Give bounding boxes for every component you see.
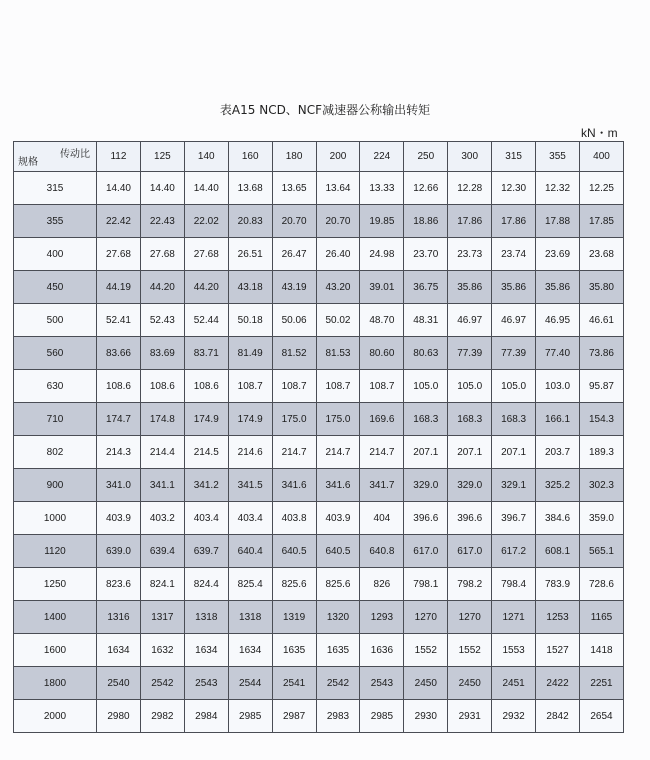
torque-value-cell: 105.0 (404, 370, 448, 403)
torque-value-cell: 77.40 (536, 337, 580, 370)
torque-value-cell: 2541 (272, 667, 316, 700)
torque-value-cell: 207.1 (404, 436, 448, 469)
torque-value-cell: 2544 (228, 667, 272, 700)
torque-value-cell: 17.86 (492, 205, 536, 238)
table-row (14, 667, 624, 700)
torque-value-cell: 396.6 (404, 502, 448, 535)
size-cell: 1600 (14, 634, 97, 667)
torque-value-cell: 26.47 (272, 238, 316, 271)
torque-value-cell: 19.85 (360, 205, 404, 238)
torque-value-cell: 35.80 (579, 271, 623, 304)
torque-value-cell: 20.70 (316, 205, 360, 238)
torque-value-cell: 48.70 (360, 304, 404, 337)
torque-table (13, 141, 624, 733)
torque-value-cell: 17.86 (448, 205, 492, 238)
torque-value-cell: 1317 (140, 601, 184, 634)
torque-value-cell: 640.5 (272, 535, 316, 568)
torque-value-cell: 403.4 (228, 502, 272, 535)
size-label: 规格 (18, 157, 38, 168)
torque-value-cell: 46.97 (492, 304, 536, 337)
torque-value-cell: 105.0 (448, 370, 492, 403)
torque-value-cell: 640.5 (316, 535, 360, 568)
torque-value-cell: 22.42 (97, 205, 141, 238)
torque-value-cell: 1636 (360, 634, 404, 667)
torque-value-cell: 168.3 (404, 403, 448, 436)
torque-value-cell: 12.28 (448, 172, 492, 205)
torque-value-cell: 639.4 (140, 535, 184, 568)
torque-value-cell: 13.64 (316, 172, 360, 205)
torque-value-cell: 12.66 (404, 172, 448, 205)
size-cell: 1400 (14, 601, 97, 634)
torque-value-cell: 12.32 (536, 172, 580, 205)
torque-value-cell: 341.2 (184, 469, 228, 502)
size-cell: 710 (14, 403, 97, 436)
torque-value-cell: 168.3 (448, 403, 492, 436)
torque-value-cell: 640.8 (360, 535, 404, 568)
size-cell: 1000 (14, 502, 97, 535)
torque-value-cell: 14.40 (97, 172, 141, 205)
table-row (14, 370, 624, 403)
torque-value-cell: 81.53 (316, 337, 360, 370)
size-cell: 1120 (14, 535, 97, 568)
torque-value-cell: 2980 (97, 700, 141, 733)
torque-value-cell: 175.0 (316, 403, 360, 436)
torque-value-cell: 565.1 (579, 535, 623, 568)
torque-value-cell: 169.6 (360, 403, 404, 436)
ratio-header-cell: 125 (140, 142, 184, 172)
torque-value-cell: 2543 (184, 667, 228, 700)
torque-value-cell: 1632 (140, 634, 184, 667)
torque-value-cell: 2654 (579, 700, 623, 733)
torque-value-cell: 166.1 (536, 403, 580, 436)
torque-value-cell: 154.3 (579, 403, 623, 436)
torque-value-cell: 2987 (272, 700, 316, 733)
torque-value-cell: 608.1 (536, 535, 580, 568)
torque-value-cell: 403.8 (272, 502, 316, 535)
torque-value-cell: 1318 (228, 601, 272, 634)
torque-value-cell: 825.4 (228, 568, 272, 601)
torque-value-cell: 44.20 (184, 271, 228, 304)
torque-value-cell: 728.6 (579, 568, 623, 601)
torque-value-cell: 1635 (272, 634, 316, 667)
torque-value-cell: 1527 (536, 634, 580, 667)
torque-value-cell: 43.18 (228, 271, 272, 304)
torque-value-cell: 108.7 (272, 370, 316, 403)
table-row (14, 172, 624, 205)
table-row (14, 568, 624, 601)
torque-value-cell: 384.6 (536, 502, 580, 535)
torque-value-cell: 23.68 (579, 238, 623, 271)
unit-label: kN・m (581, 126, 618, 140)
torque-value-cell: 396.7 (492, 502, 536, 535)
torque-value-cell: 214.7 (360, 436, 404, 469)
torque-value-cell: 50.02 (316, 304, 360, 337)
torque-value-cell: 23.74 (492, 238, 536, 271)
torque-value-cell: 80.60 (360, 337, 404, 370)
size-cell: 900 (14, 469, 97, 502)
torque-value-cell: 46.97 (448, 304, 492, 337)
torque-value-cell: 50.18 (228, 304, 272, 337)
torque-value-cell: 798.2 (448, 568, 492, 601)
torque-value-cell: 2983 (316, 700, 360, 733)
torque-value-cell: 214.3 (97, 436, 141, 469)
ratio-header-cell: 112 (97, 142, 141, 172)
torque-value-cell: 617.0 (448, 535, 492, 568)
torque-value-cell: 214.7 (316, 436, 360, 469)
torque-value-cell: 83.69 (140, 337, 184, 370)
torque-value-cell: 46.95 (536, 304, 580, 337)
torque-value-cell: 329.0 (448, 469, 492, 502)
torque-value-cell: 1552 (448, 634, 492, 667)
torque-value-cell: 798.1 (404, 568, 448, 601)
torque-value-cell: 175.0 (272, 403, 316, 436)
torque-value-cell: 108.7 (360, 370, 404, 403)
torque-value-cell: 27.68 (97, 238, 141, 271)
ratio-header-cell: 140 (184, 142, 228, 172)
torque-value-cell: 1319 (272, 601, 316, 634)
ratio-header-cell: 355 (536, 142, 580, 172)
torque-value-cell: 95.87 (579, 370, 623, 403)
torque-value-cell: 26.40 (316, 238, 360, 271)
torque-value-cell: 2930 (404, 700, 448, 733)
torque-value-cell: 341.0 (97, 469, 141, 502)
torque-value-cell: 50.06 (272, 304, 316, 337)
torque-value-cell: 639.7 (184, 535, 228, 568)
torque-value-cell: 1634 (184, 634, 228, 667)
ratio-header-cell: 315 (492, 142, 536, 172)
torque-value-cell: 26.51 (228, 238, 272, 271)
torque-value-cell: 2251 (579, 667, 623, 700)
torque-value-cell: 20.70 (272, 205, 316, 238)
torque-value-cell: 214.5 (184, 436, 228, 469)
header-row (14, 142, 624, 172)
torque-value-cell: 108.7 (316, 370, 360, 403)
torque-value-cell: 823.6 (97, 568, 141, 601)
table-row (14, 469, 624, 502)
torque-value-cell: 341.6 (316, 469, 360, 502)
torque-value-cell: 341.6 (272, 469, 316, 502)
size-cell: 560 (14, 337, 97, 370)
size-cell: 355 (14, 205, 97, 238)
torque-value-cell: 1270 (448, 601, 492, 634)
torque-value-cell: 83.71 (184, 337, 228, 370)
torque-value-cell: 404 (360, 502, 404, 535)
torque-value-cell: 341.7 (360, 469, 404, 502)
torque-value-cell: 2932 (492, 700, 536, 733)
torque-value-cell: 46.61 (579, 304, 623, 337)
torque-value-cell: 35.86 (536, 271, 580, 304)
torque-value-cell: 2542 (140, 667, 184, 700)
torque-value-cell: 43.19 (272, 271, 316, 304)
table-row (14, 634, 624, 667)
ratio-label: 传动比 (60, 149, 90, 160)
ratio-header-cell: 200 (316, 142, 360, 172)
torque-value-cell: 18.86 (404, 205, 448, 238)
torque-value-cell: 1165 (579, 601, 623, 634)
torque-value-cell: 2540 (97, 667, 141, 700)
torque-value-cell: 639.0 (97, 535, 141, 568)
size-cell: 1250 (14, 568, 97, 601)
torque-value-cell: 1271 (492, 601, 536, 634)
table-row (14, 271, 624, 304)
torque-value-cell: 1553 (492, 634, 536, 667)
torque-value-cell: 826 (360, 568, 404, 601)
torque-value-cell: 23.73 (448, 238, 492, 271)
torque-value-cell: 81.49 (228, 337, 272, 370)
torque-value-cell: 20.83 (228, 205, 272, 238)
torque-value-cell: 43.20 (316, 271, 360, 304)
torque-value-cell: 617.2 (492, 535, 536, 568)
torque-value-cell: 2842 (536, 700, 580, 733)
torque-value-cell: 174.8 (140, 403, 184, 436)
torque-value-cell: 2450 (404, 667, 448, 700)
ratio-header-cell: 300 (448, 142, 492, 172)
torque-value-cell: 80.63 (404, 337, 448, 370)
torque-value-cell: 168.3 (492, 403, 536, 436)
ratio-header-cell: 180 (272, 142, 316, 172)
torque-value-cell: 1635 (316, 634, 360, 667)
torque-value-cell: 1552 (404, 634, 448, 667)
torque-value-cell: 108.6 (184, 370, 228, 403)
torque-value-cell: 22.43 (140, 205, 184, 238)
torque-value-cell: 35.86 (448, 271, 492, 304)
torque-value-cell: 22.02 (184, 205, 228, 238)
torque-value-cell: 12.25 (579, 172, 623, 205)
torque-value-cell: 325.2 (536, 469, 580, 502)
corner-header-cell (14, 142, 97, 172)
torque-value-cell: 27.68 (184, 238, 228, 271)
torque-value-cell: 83.66 (97, 337, 141, 370)
torque-value-cell: 108.6 (97, 370, 141, 403)
size-cell: 2000 (14, 700, 97, 733)
torque-value-cell: 207.1 (448, 436, 492, 469)
torque-value-cell: 17.85 (579, 205, 623, 238)
torque-value-cell: 17.88 (536, 205, 580, 238)
torque-value-cell: 783.9 (536, 568, 580, 601)
table-body (14, 172, 624, 733)
table-row (14, 337, 624, 370)
ratio-header-cell: 250 (404, 142, 448, 172)
torque-value-cell: 23.69 (536, 238, 580, 271)
torque-value-cell: 174.9 (228, 403, 272, 436)
torque-value-cell: 214.6 (228, 436, 272, 469)
torque-value-cell: 403.9 (316, 502, 360, 535)
torque-value-cell: 48.31 (404, 304, 448, 337)
torque-value-cell: 13.33 (360, 172, 404, 205)
torque-value-cell: 825.6 (272, 568, 316, 601)
ratio-header-cell: 400 (579, 142, 623, 172)
torque-value-cell: 2450 (448, 667, 492, 700)
table-row (14, 205, 624, 238)
torque-value-cell: 105.0 (492, 370, 536, 403)
size-cell: 450 (14, 271, 97, 304)
torque-value-cell: 329.0 (404, 469, 448, 502)
torque-value-cell: 24.98 (360, 238, 404, 271)
size-cell: 400 (14, 238, 97, 271)
table-row (14, 700, 624, 733)
table-row (14, 436, 624, 469)
torque-value-cell: 52.41 (97, 304, 141, 337)
torque-value-cell: 23.70 (404, 238, 448, 271)
torque-value-cell: 2451 (492, 667, 536, 700)
torque-value-cell: 35.86 (492, 271, 536, 304)
torque-value-cell: 1316 (97, 601, 141, 634)
torque-value-cell: 77.39 (448, 337, 492, 370)
torque-value-cell: 52.44 (184, 304, 228, 337)
table-row (14, 502, 624, 535)
torque-value-cell: 2984 (184, 700, 228, 733)
torque-value-cell: 103.0 (536, 370, 580, 403)
torque-value-cell: 73.86 (579, 337, 623, 370)
torque-value-cell: 214.4 (140, 436, 184, 469)
torque-value-cell: 174.9 (184, 403, 228, 436)
torque-value-cell: 341.5 (228, 469, 272, 502)
torque-value-cell: 1320 (316, 601, 360, 634)
torque-value-cell: 825.6 (316, 568, 360, 601)
torque-value-cell: 2422 (536, 667, 580, 700)
size-cell: 1800 (14, 667, 97, 700)
torque-value-cell: 13.68 (228, 172, 272, 205)
torque-value-cell: 189.3 (579, 436, 623, 469)
table-row (14, 535, 624, 568)
torque-value-cell: 1270 (404, 601, 448, 634)
torque-value-cell: 824.4 (184, 568, 228, 601)
torque-value-cell: 14.40 (184, 172, 228, 205)
torque-value-cell: 1318 (184, 601, 228, 634)
torque-value-cell: 13.65 (272, 172, 316, 205)
torque-value-cell: 77.39 (492, 337, 536, 370)
ratio-header-cell: 224 (360, 142, 404, 172)
torque-value-cell: 207.1 (492, 436, 536, 469)
torque-value-cell: 44.20 (140, 271, 184, 304)
table-title: 表A15 NCD、NCF减速器公称输出转矩 (219, 103, 431, 117)
torque-value-cell: 36.75 (404, 271, 448, 304)
torque-value-cell: 1634 (97, 634, 141, 667)
torque-value-cell: 2985 (228, 700, 272, 733)
torque-value-cell: 14.40 (140, 172, 184, 205)
torque-value-cell: 1253 (536, 601, 580, 634)
size-cell: 802 (14, 436, 97, 469)
torque-value-cell: 108.7 (228, 370, 272, 403)
torque-value-cell: 203.7 (536, 436, 580, 469)
torque-value-cell: 617.0 (404, 535, 448, 568)
torque-value-cell: 329.1 (492, 469, 536, 502)
torque-value-cell: 12.30 (492, 172, 536, 205)
table-row (14, 304, 624, 337)
torque-value-cell: 403.4 (184, 502, 228, 535)
torque-value-cell: 341.1 (140, 469, 184, 502)
torque-value-cell: 1418 (579, 634, 623, 667)
torque-value-cell: 214.7 (272, 436, 316, 469)
torque-value-cell: 302.3 (579, 469, 623, 502)
torque-value-cell: 52.43 (140, 304, 184, 337)
torque-value-cell: 44.19 (97, 271, 141, 304)
torque-value-cell: 2542 (316, 667, 360, 700)
torque-value-cell: 640.4 (228, 535, 272, 568)
torque-value-cell: 2931 (448, 700, 492, 733)
torque-value-cell: 2982 (140, 700, 184, 733)
torque-value-cell: 403.2 (140, 502, 184, 535)
torque-value-cell: 359.0 (579, 502, 623, 535)
table-row (14, 238, 624, 271)
torque-value-cell: 174.7 (97, 403, 141, 436)
size-cell: 315 (14, 172, 97, 205)
torque-value-cell: 403.9 (97, 502, 141, 535)
torque-value-cell: 2985 (360, 700, 404, 733)
torque-value-cell: 396.6 (448, 502, 492, 535)
torque-value-cell: 108.6 (140, 370, 184, 403)
torque-value-cell: 798.4 (492, 568, 536, 601)
size-cell: 630 (14, 370, 97, 403)
size-cell: 500 (14, 304, 97, 337)
ratio-header-cell: 160 (228, 142, 272, 172)
torque-value-cell: 1293 (360, 601, 404, 634)
torque-value-cell: 824.1 (140, 568, 184, 601)
table-row (14, 601, 624, 634)
torque-value-cell: 39.01 (360, 271, 404, 304)
torque-value-cell: 81.52 (272, 337, 316, 370)
table-row (14, 403, 624, 436)
torque-value-cell: 27.68 (140, 238, 184, 271)
torque-value-cell: 2543 (360, 667, 404, 700)
torque-value-cell: 1634 (228, 634, 272, 667)
